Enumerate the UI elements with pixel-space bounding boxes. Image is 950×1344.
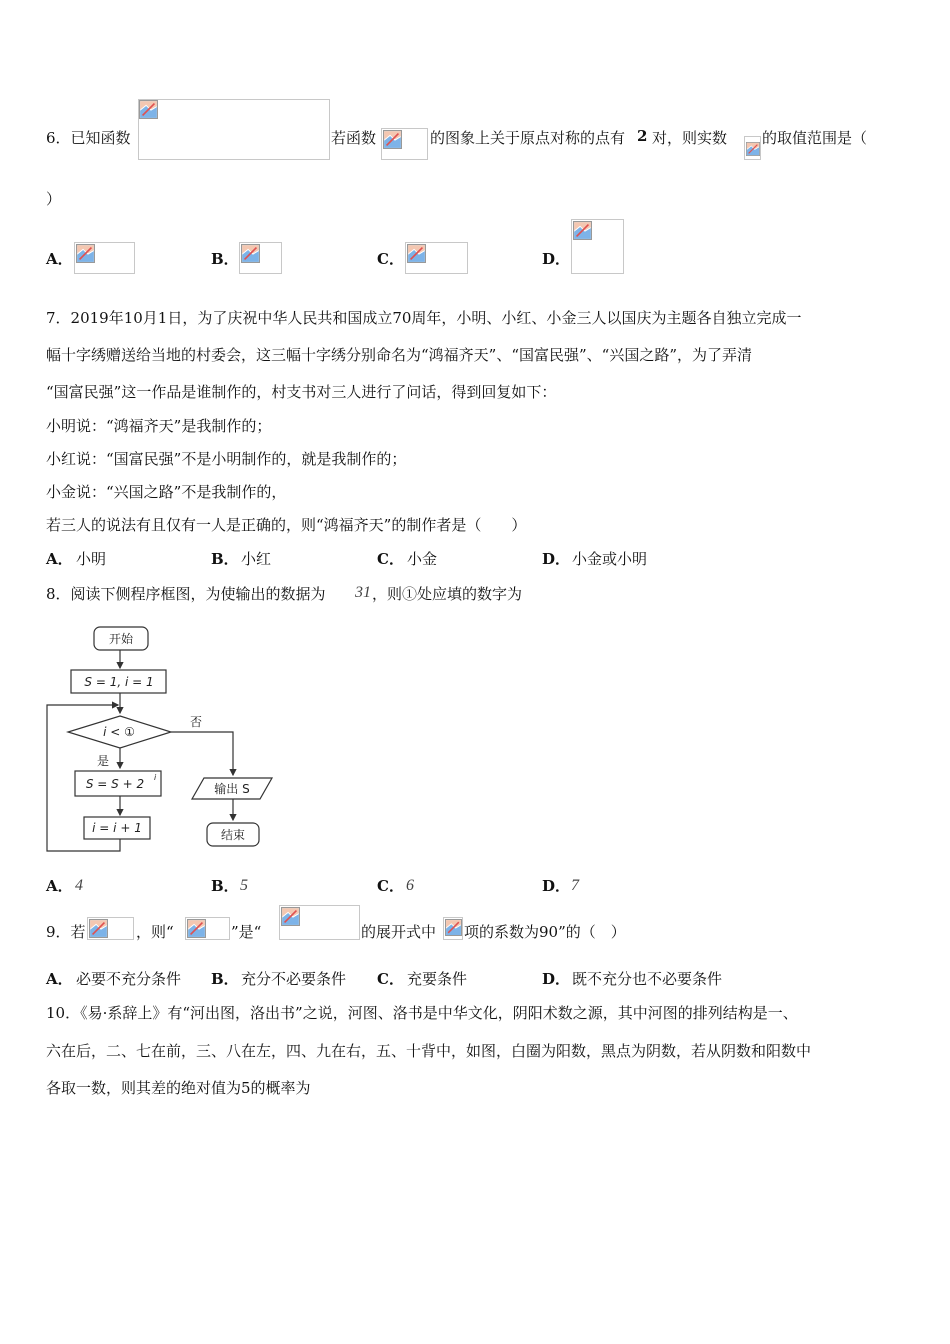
q9-mid3: 的展开式中 — [361, 923, 437, 941]
flow-init-label: S = 1, i = 1 — [84, 675, 154, 689]
q7-option-d-text: 小金或小明 — [572, 550, 648, 568]
q6-num: 2 — [637, 127, 648, 145]
q7-line-1: 7．2019年10月1日，为了庆祝中华人民共和国成立70周年，小明、小红、小金三人以国庆为主题各自独立完成一 — [46, 309, 802, 327]
q6-option-d-label: D． — [542, 250, 571, 268]
flow-update-exponent: i — [154, 773, 157, 782]
q7-line-6: 小金说：“兴国之路”不是我制作的， — [46, 483, 287, 501]
flow-cond-label: i < ① — [103, 725, 135, 739]
q6-mid3: 对，则实数 — [652, 129, 728, 147]
q7-option-a-label: A． — [46, 550, 73, 568]
broken-image-icon — [187, 919, 206, 938]
flow-yes-label: 是 — [97, 754, 110, 768]
broken-image-icon — [281, 907, 300, 926]
q6-option-b-image — [239, 242, 282, 274]
q6-tail: 的取值范围是（ — [762, 129, 868, 147]
q9-option-b-label: B． — [211, 970, 239, 988]
q6-option-d-image — [571, 219, 624, 274]
broken-image-icon — [407, 244, 426, 263]
q8-option-c-label: C． — [377, 877, 404, 895]
q8-lead: 8．阅读下侧程序框图，为使输出的数据为 — [46, 585, 326, 603]
q9-option-c-text: 充要条件 — [407, 970, 468, 988]
flow-update-label: S = S + 2 — [85, 777, 145, 791]
broken-image-icon — [76, 244, 95, 263]
q7-line-2: 幅十字绣赠送给当地的村委会，这三幅十字绣分别命名为“鸿福齐天”、“国富民强”、“兴国之路”，为了弄清 — [46, 346, 753, 364]
q10-line-3: 各取一数，则其差的绝对值为5的概率为 — [46, 1079, 311, 1097]
q7-line-4: 小明说：“鸿福齐天”是我制作的； — [46, 417, 272, 435]
q7-option-b-text: 小红 — [241, 550, 272, 568]
broken-image-icon — [573, 221, 592, 240]
q6-close: ） — [46, 190, 62, 208]
q7-line-7: 若三人的说法有且仅有一人是正确的，则“鸿福齐天”的制作者是（ ） — [46, 516, 527, 534]
q8-value: 31 — [355, 584, 371, 601]
q9-option-d-text: 既不充分也不必要条件 — [572, 970, 723, 988]
q7-option-b-label: B． — [211, 550, 239, 568]
flow-end-label: 结束 — [220, 828, 246, 842]
q9-binomial-image — [279, 905, 360, 940]
q8-option-d-text: 7 — [571, 877, 579, 894]
q7-option-d-label: D． — [542, 550, 571, 568]
q7-option-a-text: 小明 — [76, 550, 107, 568]
q8-option-b-label: B． — [211, 877, 239, 895]
q6-option-b-label: B． — [211, 250, 239, 268]
q7-option-c-text: 小金 — [407, 550, 438, 568]
q9-mid1: ，则“ — [136, 923, 174, 941]
flow-start-label: 开始 — [108, 632, 134, 646]
q6-option-a-label: A． — [46, 250, 73, 268]
q7-option-c-label: C． — [377, 550, 404, 568]
q10-line-2: 六在后，二、七在前，三、八在左，四、九在右，五、十背中，如图，白圈为阳数，黑点为阴数，若从阴数和阳数中 — [46, 1042, 812, 1060]
q9-option-b-text: 充分不必要条件 — [241, 970, 347, 988]
flow-output-label: 输出 S — [214, 782, 250, 796]
q9-term-image — [443, 917, 463, 940]
q6-option-c-label: C． — [377, 250, 404, 268]
q7-line-5: 小红说：“国富民强”不是小明制作的，就是我制作的； — [46, 450, 407, 468]
broken-image-icon — [89, 919, 108, 938]
flow-increment-label: i = i + 1 — [92, 821, 142, 835]
q8-tail: ，则①处应填的数字为 — [372, 585, 523, 603]
broken-image-icon — [241, 244, 260, 263]
q7-line-3: “国富民强”这一作品是谁制作的，村支书对三人进行了问话，得到回复如下： — [46, 383, 557, 401]
q6-param-image — [744, 136, 761, 160]
q9-tail: 项的系数为90”的（ ） — [464, 923, 626, 941]
q8-flowchart — [40, 620, 290, 860]
broken-image-icon — [383, 130, 402, 149]
q9-stmt-image — [185, 917, 230, 940]
q8-option-c-text: 6 — [406, 877, 414, 894]
q6-option-a-image — [74, 242, 135, 274]
q6-func-g-image — [381, 128, 428, 160]
broken-image-icon — [139, 100, 158, 119]
broken-image-icon — [445, 919, 462, 936]
q6-mid1: 若函数 — [331, 129, 377, 147]
q9-option-a-text: 必要不充分条件 — [76, 970, 182, 988]
q9-option-d-label: D． — [542, 970, 571, 988]
q9-cond-image — [87, 917, 134, 940]
q8-option-a-label: A． — [46, 877, 73, 895]
q6-option-c-image — [405, 242, 468, 274]
q10-line-1: 10．《易·系辞上》有“河出图，洛出书”之说，河图、洛书是中华文化，阴阳术数之源，其中河图的排列结构是一、 — [46, 1004, 798, 1022]
q6-lead: 6．已知函数 — [46, 129, 131, 147]
q9-lead: 9．若 — [46, 923, 86, 941]
q8-option-d-label: D． — [542, 877, 571, 895]
q9-mid2: ”是“ — [231, 923, 262, 941]
q8-option-a-text: 4 — [75, 877, 83, 894]
q8-option-b-text: 5 — [240, 877, 248, 894]
q9-option-a-label: A． — [46, 970, 73, 988]
flow-no-label: 否 — [190, 715, 203, 729]
q9-option-c-label: C． — [377, 970, 404, 988]
q6-mid2: 的图象上关于原点对称的点有 — [430, 129, 626, 147]
q6-function-image — [138, 99, 330, 160]
broken-image-icon — [746, 142, 760, 156]
